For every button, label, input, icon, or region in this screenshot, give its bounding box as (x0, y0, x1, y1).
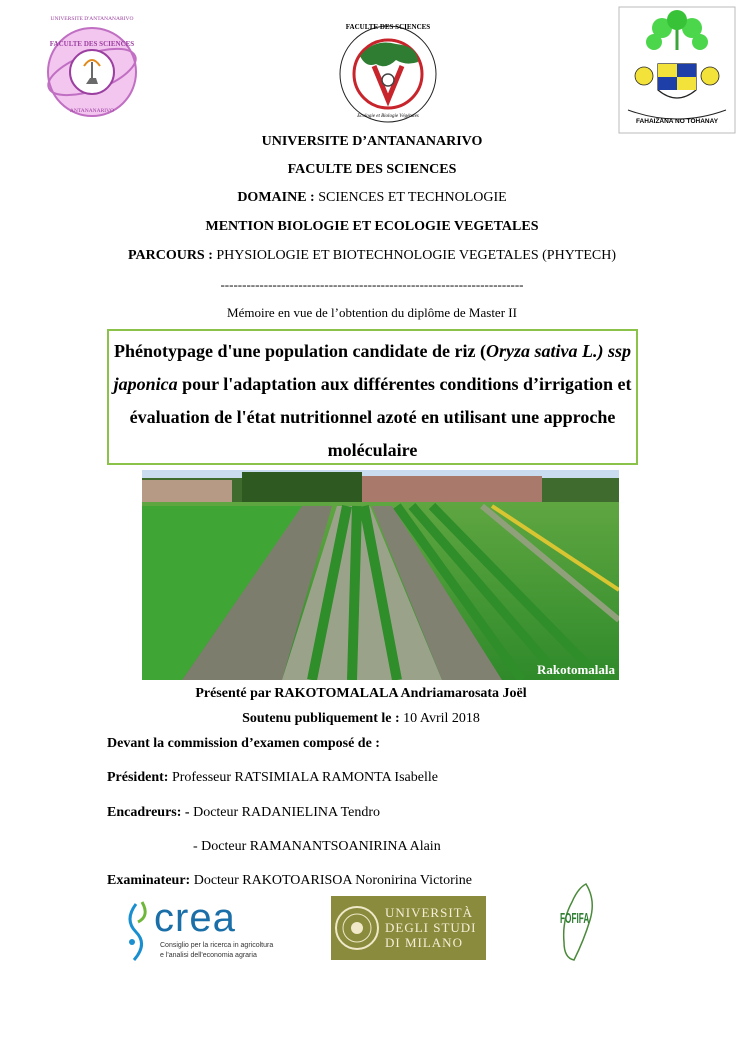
separator-line: ---------------------------------------------------------------------- (220, 277, 524, 292)
logo-left-ring-text: FACULTE DES SCIENCES (49, 40, 135, 48)
thesis-title-box (107, 329, 638, 465)
university-crest-right (618, 6, 736, 134)
defense-date: 10 Avril 2018 (399, 711, 480, 726)
faculty-name: FACULTE DES SCIENCES (287, 162, 457, 177)
president-line (107, 770, 438, 786)
domain-label: DOMAINE : (237, 190, 315, 205)
unimi-line2: DEGLI STUDI (385, 920, 477, 935)
rice-field-photo (142, 470, 619, 680)
parcours-line (0, 248, 744, 264)
unimi-line3: DI MILANO (385, 935, 463, 950)
unimi-logo (331, 896, 486, 960)
mention-line: MENTION BIOLOGIE ET ECOLOGIE VEGETALES (205, 219, 539, 234)
photo-caption: Rakotomalala (537, 662, 615, 677)
crea-logo (120, 898, 272, 966)
university-name: UNIVERSITE D’ANTANANARIVO (261, 134, 483, 149)
logo-right-banner-text: FAHAIZANA NO TOHANAY (635, 118, 719, 125)
crea-line1: Consiglio per la ricerca in agricoltura (160, 942, 274, 949)
examiner-value: Docteur RAKOTOARISOA Noronirina Victorine (190, 873, 472, 888)
supervisors-line (107, 805, 380, 821)
fofifa-logo (556, 880, 602, 966)
thesis-title (109, 331, 636, 467)
logo-middle-motto: Ecologie et Biologie Végétales (357, 114, 419, 119)
logo-middle-ring-text: FACULTE DES SCIENCES (345, 23, 431, 31)
parcours-label: PARCOURS : (127, 248, 213, 263)
crea-line2: e l'analisi dell'economia agraria (160, 952, 257, 959)
title-part1: Phénotypage d'une population candidate de riz ( (113, 341, 487, 361)
logo-left-top-text: UNIVERSITE D'ANTANANARIVO (50, 16, 134, 22)
defense-label: Soutenu publiquement le : (242, 711, 400, 726)
faculty-logo-left (40, 14, 144, 122)
domain-value: SCIENCES ET TECHNOLOGIE (314, 190, 507, 205)
faculty-logo-middle (336, 16, 440, 124)
supervisor-1: Docteur RADANIELINA Tendro (189, 805, 381, 820)
memoire-line: Mémoire en vue de l’obtention du diplôme de Master II (227, 305, 517, 320)
crea-wordmark: crea (154, 896, 236, 940)
title-species: Oryza sativa L.) ssp japonica (113, 341, 632, 394)
title-part2: pour l'adaptation aux différentes conditions d’irrigation et évaluation de l'état nutritionnel azoté en utilisant une approche moléculaire (129, 374, 632, 460)
supervisors-label: Encadreurs: - (107, 805, 190, 820)
president-value: Professeur RATSIMIALA RAMONTA Isabelle (168, 770, 438, 785)
presented-by: Présenté par RAKOTOMALALA Andriamarosata Joël (195, 686, 527, 701)
examiner-line (107, 873, 472, 889)
logo-left-bottom-text: ANTANANARIVO (69, 108, 115, 114)
parcours-value: PHYSIOLOGIE ET BIOTECHNOLOGIE VEGETALES (PHYTECH) (212, 248, 617, 263)
fofifa-wordmark: FOFIFA (560, 910, 590, 927)
president-label: Président: (107, 770, 169, 785)
commission-heading: Devant la commission d’examen composé de : (107, 736, 380, 751)
defense-line (0, 711, 722, 727)
unimi-line1: UNIVERSITÀ (385, 905, 473, 920)
domain-line (0, 190, 744, 206)
supervisor-2: - Docteur RAMANANTSOANIRINA Alain (193, 839, 441, 854)
examiner-label: Examinateur: (107, 873, 191, 888)
